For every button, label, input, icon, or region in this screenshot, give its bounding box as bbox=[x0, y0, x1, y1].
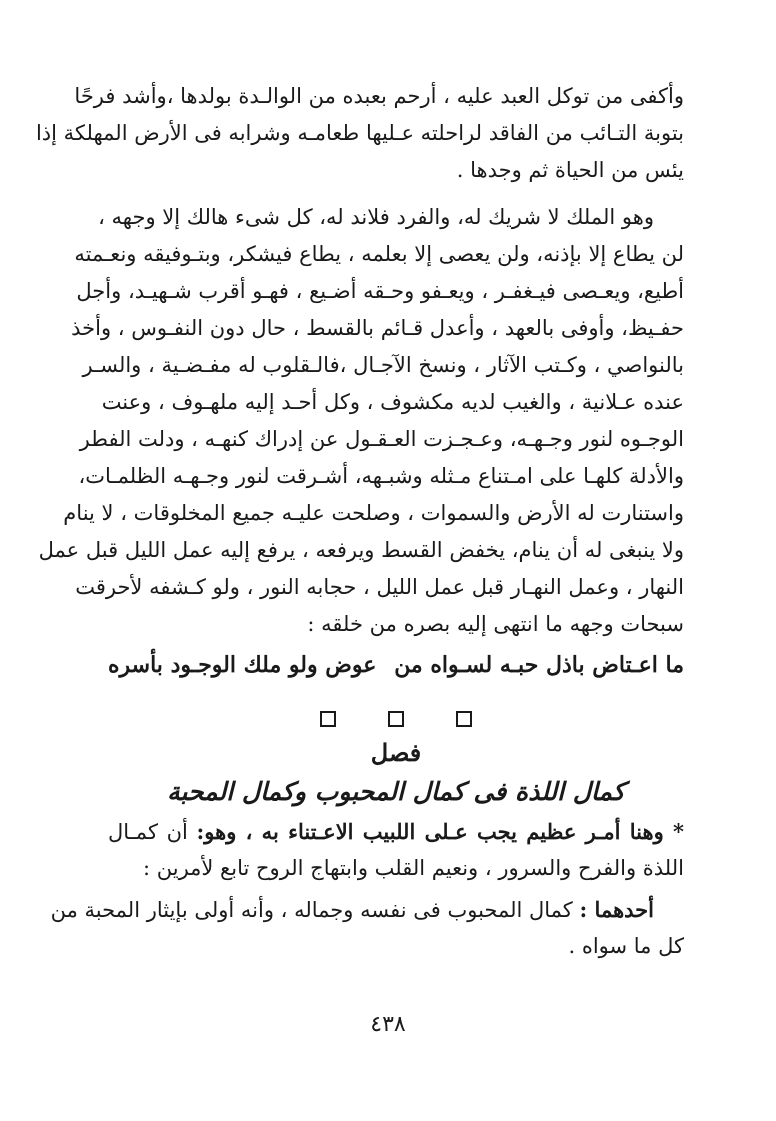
text-line: كل ما سواه . bbox=[568, 934, 684, 958]
text-run: كمال المحبوب فى نفسه وجماله ، وأنه أولى بإيثار المحبة من bbox=[50, 898, 580, 922]
square-ornament bbox=[456, 711, 472, 727]
bold-phrase: * وهنا أمـر عظيم يجب عـلى اللبيب الاعـتناء به ، وهو: bbox=[196, 819, 684, 844]
section-title: كمال اللذة فى كمال المحبوب وكمال المحبة bbox=[167, 777, 625, 806]
text-line bbox=[108, 813, 684, 850]
square-ornament bbox=[320, 711, 336, 727]
text-line: أطيع، ويعـصى فيـغفـر ، ويعـفو وحـقه أضـيع ، فهـو أقرب شـهيـد، وأجل bbox=[76, 279, 684, 303]
text-run: أن كمـال bbox=[108, 820, 197, 844]
text-line: وأكفى من توكل العبد عليه ، أرحم بعبده من الوالـدة بولدها ،وأشد فرحًا bbox=[74, 84, 684, 108]
text-line: النهار ، وعمل النهـار قبل عمل الليل ، حجابه النور ، ولو كـشفه لأحرقت bbox=[75, 575, 684, 599]
paragraph-4 bbox=[50, 891, 684, 965]
text-line bbox=[50, 891, 684, 928]
text-line: يئس من الحياة ثم وجدها . bbox=[456, 158, 684, 182]
paragraph-1 bbox=[35, 78, 684, 189]
poetry-verse bbox=[108, 645, 684, 685]
section-separator bbox=[108, 711, 684, 733]
text-line: لن يطاع إلا بإذنه، ولن يعصى إلا بعلمه ، يطاع فيشكر، وبتـوفيقه ونعـمته bbox=[74, 242, 684, 266]
verse-first-hemistich: ما اعـتاض باذل حبـه لسـواه من bbox=[394, 652, 684, 678]
text-line: اللذة والفرح والسرور ، ونعيم القلب وابتهاج الروح تابع لأمرين : bbox=[142, 856, 684, 880]
bold-phrase: أحدهما : bbox=[579, 897, 654, 922]
paragraph-gap bbox=[108, 189, 684, 199]
verse-second-hemistich: عوض ولو ملك الوجـود بأسره bbox=[108, 652, 377, 678]
text-line: والأدلة كلهـا على امـتناع مـثله وشبـهه، أشـرقت لنور وجـهـه الظلمـات، bbox=[78, 464, 684, 488]
text-line: واستنارت له الأرض والسموات ، وصلحت عليـه جميع المخلوقات ، لا ينام bbox=[63, 501, 684, 525]
text-line: وهو الملك لا شريك له، والفرد فلاند له، كل شىء هالك إلا وجهه ، bbox=[98, 205, 654, 229]
text-line: ولا ينبغى له أن ينام، يخفض القسط ويرفعه ، يرفع إليه عمل الليل قبل عمل bbox=[38, 538, 684, 562]
text-line: حفـيظ، وأوفى بالعهد ، وأعدل قـائم بالقسط ، حال دون النفـوس ، وأخذ bbox=[71, 316, 684, 340]
page-body bbox=[35, 78, 684, 965]
text-line: عنده عـلانية ، والغيب لديه مكشوف ، وكل أحـد إليه ملهـوف ، وعنت bbox=[101, 390, 684, 414]
text-line: الوجـوه لنور وجـهـه، وعـجـزت العـقـول عن إدراك كنهـه ، ودلت الفطر bbox=[79, 427, 684, 451]
text-line: سبحات وجهه ما انتهى إليه بصره من خلقه : bbox=[307, 612, 684, 636]
paragraph-2 bbox=[38, 199, 684, 643]
paragraph-3 bbox=[108, 813, 684, 887]
square-ornament bbox=[388, 711, 404, 727]
section-label: فصل bbox=[370, 738, 422, 767]
page-number: ٤٣٨ bbox=[370, 1012, 406, 1037]
text-line: بتوبة التـائب من الفاقد لراحلته عـليها طعامـه وشرابه فى الأرض المهلكة إذا bbox=[35, 121, 684, 145]
text-line: بالنواصي ، وكـتب الآثار ، ونسخ الآجـال ،فالـقلوب له مفـضـية ، والسـر bbox=[82, 353, 684, 377]
